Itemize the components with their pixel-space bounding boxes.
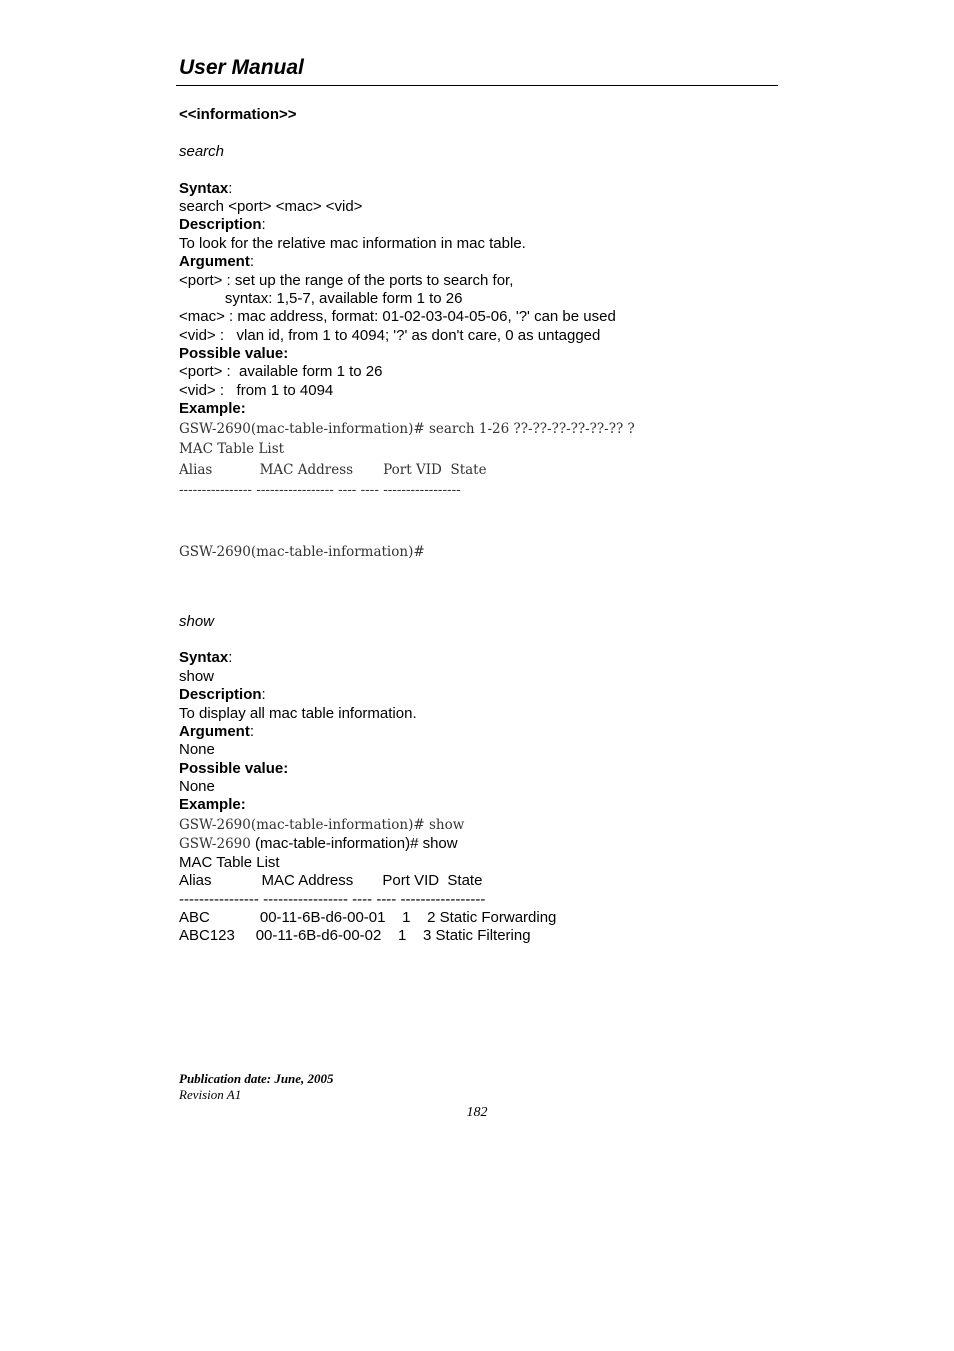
show-example-line: ABC 00-11-6B-d6-00-01 1 2 Static Forwarding — [179, 909, 557, 927]
spacer — [179, 631, 779, 649]
page-content — [179, 106, 779, 946]
search-argument-heading: Argument: — [179, 253, 255, 271]
search-description-heading: Description: — [179, 216, 266, 234]
show-example-line: ---------------- ----------------- ---- ---- ----------------- — [179, 890, 486, 908]
spacer — [179, 600, 779, 613]
search-possible-label: Possible value: — [179, 345, 289, 363]
spacer — [179, 161, 779, 179]
search-example-line — [179, 501, 779, 522]
search-syntax-heading: Syntax: — [179, 179, 233, 197]
syntax-label: Syntax — [179, 179, 229, 197]
spacer — [179, 581, 779, 599]
search-example-line: GSW-2690(mac-table-information)# search 1-26 ??-??-??-??-??-?? ? — [179, 420, 635, 437]
show-possible: None — [179, 778, 215, 796]
header-divider — [176, 85, 778, 86]
spacer — [179, 124, 779, 142]
search-argument-line: <vid> : vlan id, from 1 to 4094; '?' as don't care, 0 as untagged — [179, 326, 601, 344]
show-possible-label: Possible value: — [179, 759, 289, 777]
prompt-rest: (mac-table-information)# show — [250, 835, 458, 853]
show-description-heading: Description: — [179, 686, 266, 704]
show-argument: None — [179, 741, 215, 759]
search-argument-line: <mac> : mac address, format: 01-02-03-04-05-06, '?' can be used — [179, 308, 616, 326]
show-argument-heading: Argument: — [179, 722, 255, 740]
spacer — [179, 563, 779, 581]
search-example-line: GSW-2690(mac-table-information)# — [179, 544, 425, 561]
search-possible-line: <port> : available form 1 to 26 — [179, 363, 383, 381]
show-syntax: show — [179, 667, 215, 685]
search-description: To look for the relative mac information in mac table. — [179, 234, 526, 252]
prompt-prefix: GSW-2690 — [179, 836, 251, 853]
search-syntax: search <port> <mac> <vid> — [179, 197, 363, 215]
show-example-command: GSW-2690(mac-table-information)# show — [179, 816, 465, 833]
search-example-label: Example: — [179, 400, 246, 418]
section-heading: <<information>> — [179, 106, 297, 123]
command-name-search: search — [179, 142, 225, 160]
show-example-line: MAC Table List — [179, 853, 280, 871]
show-syntax-heading: Syntax: — [179, 649, 233, 667]
search-example-line: MAC Table List — [179, 441, 285, 458]
syntax-label: Syntax — [179, 649, 229, 667]
show-example-line: ABC123 00-11-6B-d6-00-02 1 3 Static Filtering — [179, 927, 531, 945]
show-example-prompt — [179, 835, 779, 853]
description-label: Description — [179, 216, 262, 234]
command-name-show: show — [179, 612, 215, 630]
show-example-label: Example: — [179, 796, 246, 814]
search-example-line: ---------------- ----------------- ---- ---- ----------------- — [179, 482, 461, 499]
show-example-line: Alias MAC Address Port VID State — [179, 872, 483, 890]
search-example-line: Alias MAC Address Port VID State — [179, 461, 487, 478]
search-argument-line: syntax: 1,5-7, available form 1 to 26 — [179, 289, 463, 307]
page-header-title: User Manual — [179, 56, 304, 79]
show-description: To display all mac table information. — [179, 704, 417, 722]
publication-date: Publication date: June, 2005 — [179, 1071, 334, 1086]
search-possible-line: <vid> : from 1 to 4094 — [179, 381, 334, 399]
search-example-line — [179, 522, 779, 543]
argument-label: Argument — [179, 722, 250, 740]
description-label: Description — [179, 686, 262, 704]
search-argument-line: <port> : set up the range of the ports to search for, — [179, 271, 514, 289]
page-number: 182 — [466, 1105, 488, 1120]
revision-label: Revision A1 — [179, 1087, 242, 1102]
argument-label: Argument — [179, 253, 250, 271]
